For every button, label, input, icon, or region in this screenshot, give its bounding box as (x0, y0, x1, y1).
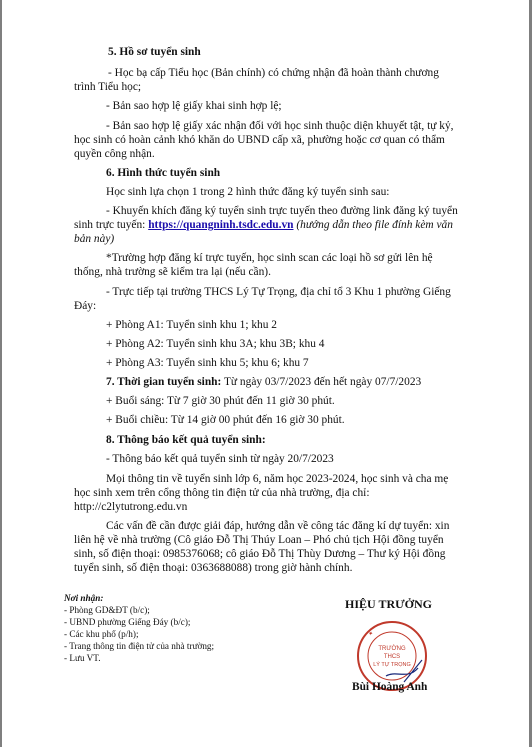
section-5-heading: 5. Hồ sơ tuyển sinh (108, 46, 201, 58)
text-line: học sinh có hoàn cảnh khó khăn do UBND cấp xã, phường hoặc cơ quan có thẩm (74, 134, 445, 146)
recipient-item: - UBND phường Giếng Đáy (b/c); (64, 617, 191, 627)
section-8-heading: 8. Thông báo kết quả tuyển sinh: (106, 434, 266, 446)
text-line: Đáy: (74, 300, 97, 312)
text-line: thống, nhà trường sẽ kiểm tra lại (nếu cần). (74, 266, 271, 278)
text-line: - Khuyến khích đăng ký tuyển sinh trực tuyến theo đường link đăng ký tuyển (106, 205, 458, 217)
website-link[interactable]: http://c2lytutrong.edu.vn (74, 501, 188, 513)
text-line: Mọi thông tin về tuyển sinh lớp 6, năm học 2023-2024, học sinh và cha mẹ (106, 473, 449, 485)
text-line: trình Tiểu học; (74, 81, 142, 93)
seal-ring-mark: ★ (367, 630, 375, 638)
text-line: quyền công nhận. (74, 148, 155, 160)
text-line: - Bản sao hợp lệ giấy khai sinh hợp lệ; (106, 100, 282, 112)
recipient-item: - Lưu VT. (64, 653, 101, 663)
text-line: - Thông báo kết quả tuyển sinh từ ngày 20/7/2023 (106, 453, 334, 465)
text-line: liên hệ về nhà trường (Cô giáo Đỗ Thị Thúy Loan – Phó chủ tịch Hội đồng tuyển (74, 534, 444, 546)
text-line (74, 218, 453, 232)
text-line: - Trực tiếp tại trường THCS Lý Tự Trọng, địa chỉ tổ 3 Khu 1 phường Giếng (106, 286, 451, 298)
text-line: Các vấn đề cần được giải đáp, hướng dẫn về công tác đăng kí dự tuyển: xin (106, 520, 450, 532)
text-line: học sinh xem trên cổng thông tin điện tử của nhà trường, địa chỉ: (74, 487, 370, 499)
text-fragment: sinh trực tuyến: (74, 219, 146, 231)
seal-text: LÝ TỰ TRỌNG (373, 662, 411, 668)
text-line: - Bản sao hợp lệ giấy xác nhận đối với học sinh thuộc diện khuyết tật, tự kỷ, (106, 120, 454, 132)
room-item: + Phòng A2: Tuyển sinh khu 3A; khu 3B; khu 4 (106, 338, 325, 350)
recipients-title: Nơi nhận: (64, 593, 104, 603)
text-line: + Buổi sáng: Từ 7 giờ 30 phút đến 11 giờ 30 phút. (106, 395, 335, 407)
recipient-item: - Phòng GD&ĐT (b/c); (64, 605, 150, 615)
text-line: sinh, số điện thoại: 0985376068; cô giáo Đỗ Thị Thùy Dương – Thư ký Hội đồng (74, 548, 446, 560)
room-item: + Phòng A1: Tuyển sinh khu 1; khu 2 (106, 319, 277, 331)
recipient-item: - Các khu phố (p/h); (64, 629, 139, 639)
text-line: bản này) (74, 233, 115, 245)
text-line: Học sinh lựa chọn 1 trong 2 hình thức đăng ký tuyển sinh sau: (106, 186, 390, 198)
seal-text: THCS (383, 654, 401, 660)
signature-title: HIỆU TRƯỞNG (345, 597, 433, 611)
document-page (2, 0, 529, 747)
text-line: *Trường hợp đăng kí trực tuyến, học sinh scan các loại hồ sơ gửi lên hệ (106, 252, 433, 264)
text-fragment: Từ ngày 03/7/2023 đến hết ngày 07/7/2023 (223, 376, 422, 388)
text-line (106, 375, 421, 389)
section-6-heading: 6. Hình thức tuyển sinh (106, 167, 221, 179)
text-line: - Học bạ cấp Tiểu học (Bản chính) có chứng nhận đã hoàn thành chương (108, 67, 439, 79)
signer-name: Bùi Hoàng Anh (352, 681, 428, 693)
registration-link[interactable]: https://quangninh.tsdc.edu.vn (148, 219, 294, 231)
text-line: + Buổi chiều: Từ 14 giờ 00 phút đến 16 giờ 30 phút. (106, 414, 345, 426)
text-fragment: (hướng dẫn theo file đính kèm văn (296, 219, 453, 231)
text-line: tuyển sinh, số điện thoại: 0363688088) trong giờ hành chính. (74, 562, 353, 574)
room-item: + Phòng A3: Tuyển sinh khu 5; khu 6; khu 7 (106, 357, 309, 369)
recipient-item: - Trang thông tin điện tử của nhà trường; (64, 641, 215, 651)
section-7-heading: 7. Thời gian tuyển sinh: (106, 376, 222, 388)
seal-text: TRƯỜNG (378, 646, 406, 652)
